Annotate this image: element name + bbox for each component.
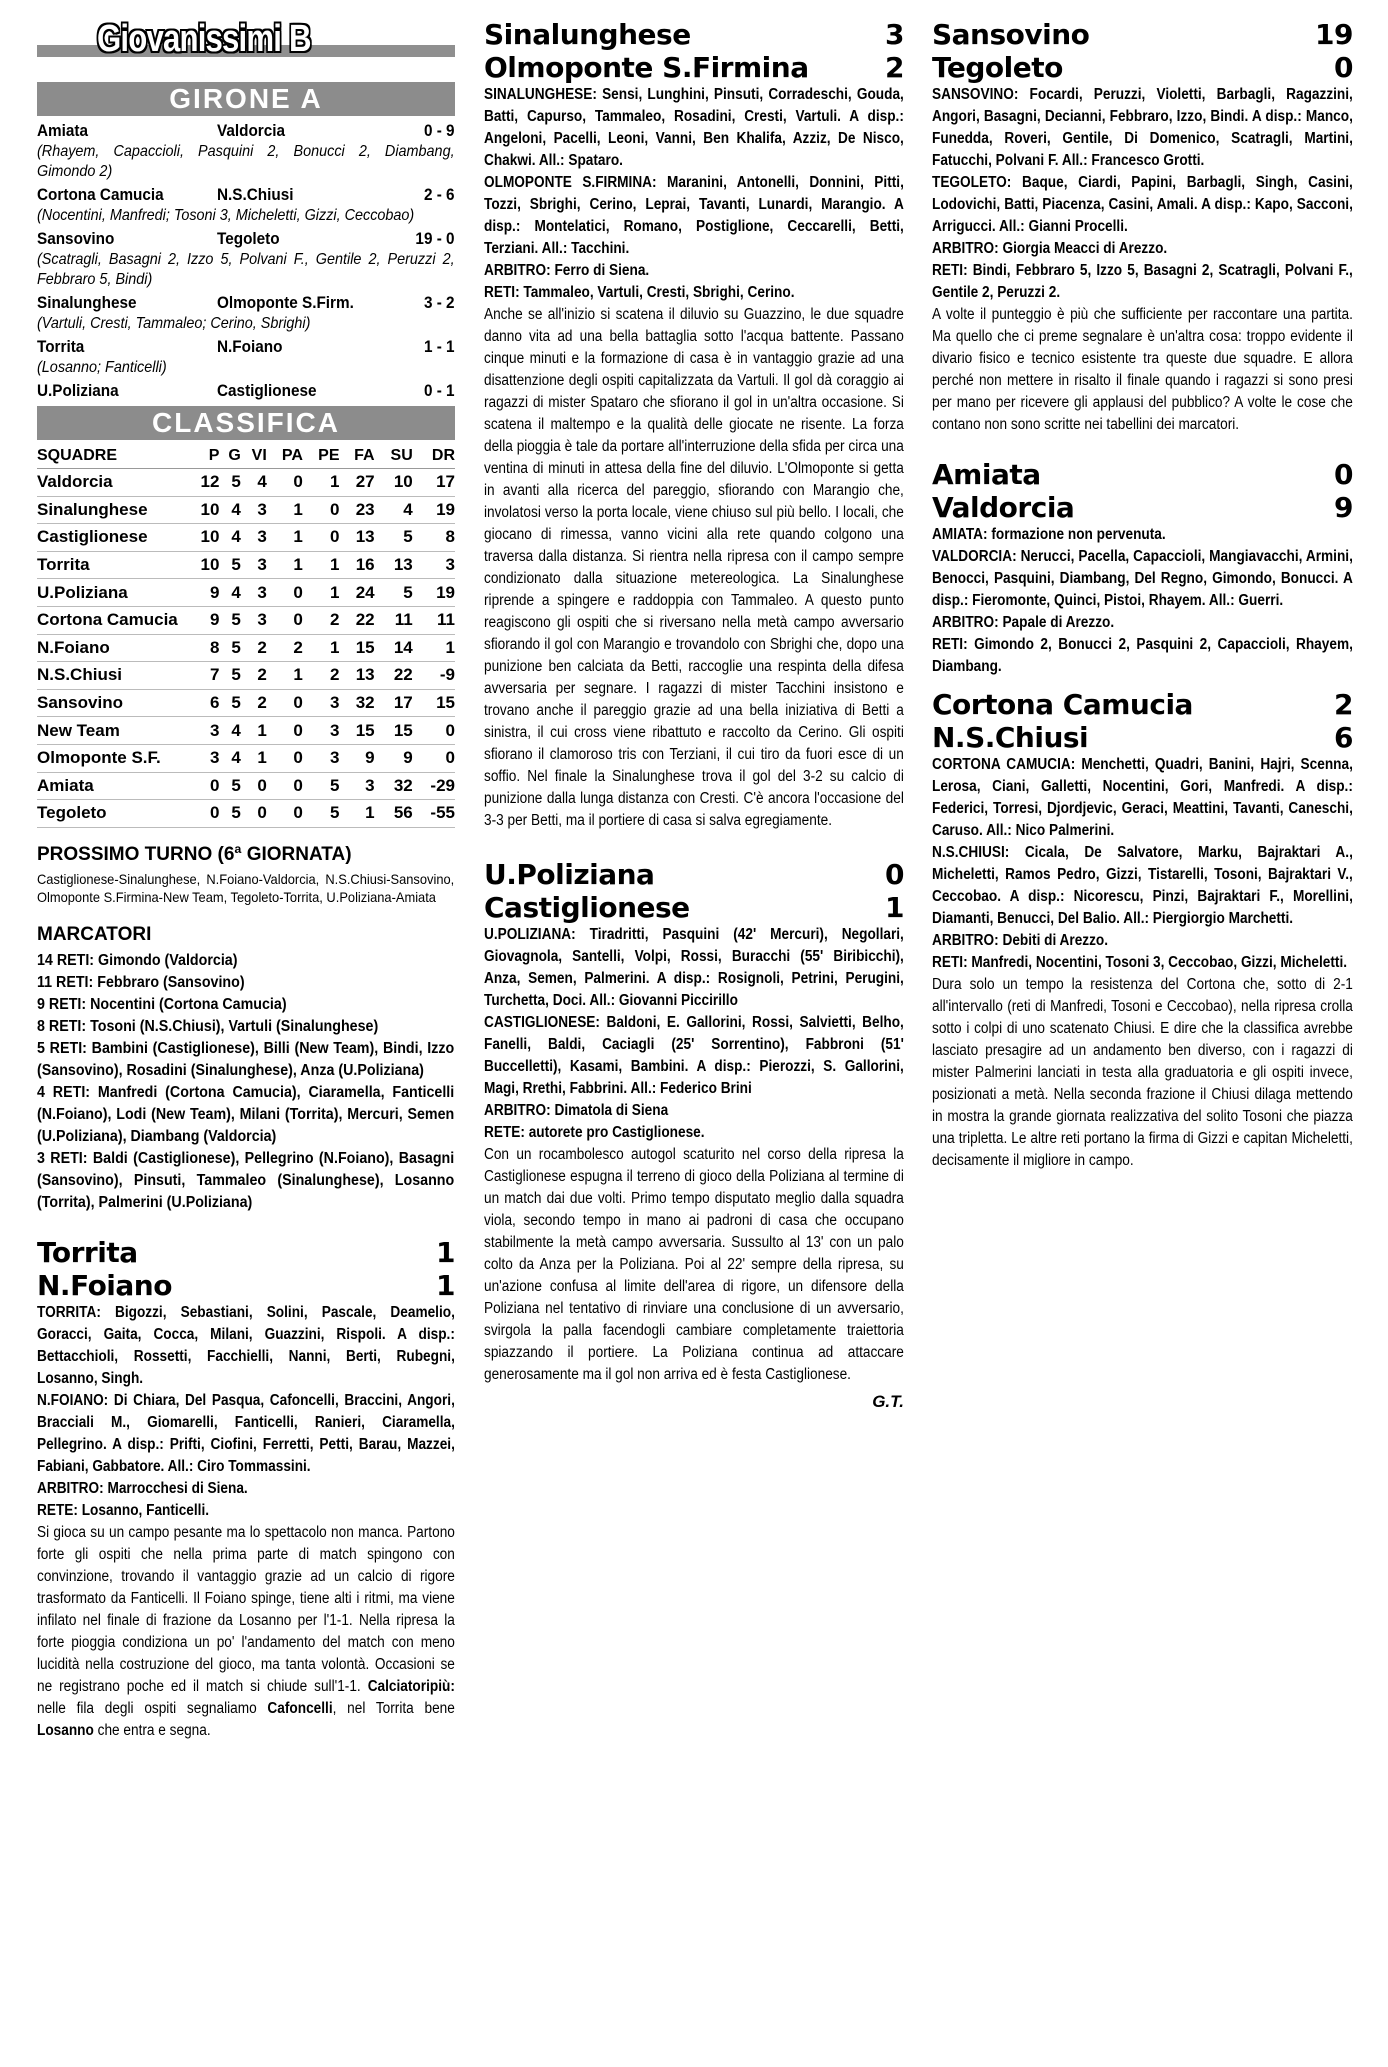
stat-cell: 0	[267, 606, 303, 634]
referee: ARBITRO: Dimatola di Siena	[484, 1102, 669, 1119]
standings-row	[37, 689, 455, 717]
stat-cell: 3	[303, 689, 340, 717]
home-goals: 1	[436, 1235, 455, 1269]
away-team: N.S.Chiusi	[932, 721, 1089, 754]
match-home-row	[37, 1236, 455, 1269]
report-text-4: che entra e segna.	[93, 1721, 211, 1739]
result-home-team: Amiata	[37, 121, 89, 140]
report-player-1: Cafoncelli	[267, 1699, 333, 1717]
team-name: U.Poliziana	[37, 579, 187, 607]
result-home-team: Sinalunghese	[37, 293, 137, 312]
result-score: 0 - 9	[423, 121, 455, 140]
goals: RETI: Manfredi, Nocentini, Tosoni 3, Ceccobao, Gizzi, Micheletti.	[932, 954, 1348, 971]
standings-col-header: VI	[241, 444, 267, 469]
lineup-home: AMIATA: formazione non pervenuta.	[932, 526, 1166, 543]
stat-cell: -55	[413, 800, 455, 828]
standings-row	[37, 662, 455, 690]
away-team: Castiglionese	[484, 891, 690, 924]
match-poliziana-castiglionese	[484, 858, 904, 1412]
report-text: Si gioca su un campo pesante ma lo spettacolo non manca. Partono forte gli ospiti che nella prima parte di match spingono con convinzione, trovando il vantaggio grazie ad un calcio di rigore trasformato da Fanticelli. Il Foiano spinge, tiene alti i ritmi, ma viene infilato nel finale di frazione da Losanno per l'1-1. Nella ripresa la forte pioggia condiziona un po' l'andamento del match con meno lucidità nella costruzione del gioco, ma tanta volontà. Occasioni se ne registrano poche ed il match si chiude sull'1-1.	[37, 1523, 455, 1695]
lineup-home: SINALUNGHESE: Sensi, Lunghini, Pinsuti, Corradeschi, Gouda, Batti, Capurso, Tammaleo, Rosadini, Cresti, Vartuli. A disp.: Angeloni, Pacelli, Leoni, Vanni, Ben Khalifa, Azziz, De Nisco, Chakwi. All.: Spataro.	[484, 86, 904, 169]
next-round-text: Castiglionese-Sinalunghese, N.Foiano-Valdorcia, N.S.Chiusi-Sansovino, Olmoponte S.Firmina-New Team, Tegoleto-Torrita, U.Poliziana-Amiata	[37, 870, 455, 905]
stat-cell: 24	[340, 579, 375, 607]
lineup-away: N.S.CHIUSI: Cicala, De Salvatore, Marku, Bajraktari A., Micheletti, Ramos Pedro, Gizzi, Tistarelli, Tosoni, Bajraktari V., Ceccobao. A disp.: Nicorescu, Pinzi, Bajraktari F., Morellini, Diamanti, Benucci, Del Balio. All.: Piergiorgio Marchetti.	[932, 844, 1353, 927]
scorer-entry: 14 RETI: Gimondo (Valdorcia)	[37, 951, 238, 969]
standings-row	[37, 772, 455, 800]
stat-cell: 3	[303, 717, 340, 745]
match-report: Con un rocambolesco autogol scaturito nel corso della ripresa la Castiglionese espugna il terreno di gioco della Poliziana al termine di un match dai due volti. Primo tempo disputato meglio dalla squadra viola, secondo tempo in mano ai padroni di casa che occupano stabilmente la metà campo avversaria. Sussulto al 13' con un palo colto da Anza per la Poliziana. Poi al 22' sempre della ripresa, su un'azione confusa al limite dell'area di rigore, un difensore della Poliziana nel tentativo di rinviare una conclusione di un avversario, svirgola la palla facendogli cambiare completamente traiettoria spiazzando il portiere. La Poliziana continua ad attaccare generosamente ma il gol non arriva ed è festa Castiglionese.	[484, 1146, 904, 1383]
stat-cell: 5	[219, 606, 240, 634]
girone-banner: GIRONE A	[37, 82, 455, 116]
lineup-away: OLMOPONTE S.FIRMINA: Maranini, Antonelli, Donnini, Pitti, Tozzi, Sbrighi, Cerino, Leprai, Tavanti, Lunardi, Marangio. A disp.: Montelatici, Romano, Postiglione, Ceccarelli, Betti, Terziani. All.: Tacchini.	[484, 174, 904, 257]
home-goals: 2	[1334, 688, 1353, 721]
away-goals: 1	[885, 891, 904, 924]
stat-cell: 2	[267, 634, 303, 662]
team-name: Amiata	[37, 772, 187, 800]
team-name: Sansovino	[37, 689, 187, 717]
match-sinalunghese-olmoponte	[484, 18, 904, 832]
result-away-team: N.Foiano	[217, 337, 283, 356]
report-text-3: , nel Torrita bene	[332, 1699, 455, 1717]
stat-cell: 10	[187, 496, 219, 524]
referee: ARBITRO: Giorgia Meacci di Arezzo.	[932, 240, 1168, 257]
referee: ARBITRO: Marrocchesi di Siena.	[37, 1479, 248, 1497]
stat-cell: 1	[267, 496, 303, 524]
stat-cell: 13	[340, 662, 375, 690]
team-name: N.Foiano	[37, 634, 187, 662]
away-goals: 6	[1334, 721, 1353, 754]
away-team: Olmoponte S.Firmina	[484, 51, 809, 84]
away-team: N.Foiano	[37, 1268, 172, 1302]
report-text-2: nelle fila degli ospiti segnaliamo	[37, 1699, 268, 1717]
standings-table	[37, 444, 455, 828]
away-goals: 1	[436, 1268, 455, 1302]
stat-cell: 1	[340, 800, 375, 828]
result-scorers: (Scatragli, Basagni 2, Izzo 5, Polvani F., Gentile 2, Peruzzi 2, Febbraro 5, Bindi)	[37, 251, 455, 288]
lineup-away: VALDORCIA: Nerucci, Pacella, Capaccioli, Mangiavacchi, Armini, Benocci, Pasquini, Diambang, Del Regno, Gimondo, Bonucci. A disp.: Fieromonte, Quinci, Pistoi, Rhayem. All.: Guerri.	[932, 548, 1353, 609]
result-scorers: (Nocentini, Manfredi; Tosoni 3, Micheletti, Gizzi, Ceccobao)	[37, 207, 415, 224]
stat-cell: 3	[241, 496, 267, 524]
result-score: 1 - 1	[423, 337, 455, 356]
stat-cell: 4	[241, 469, 267, 497]
standings-row	[37, 579, 455, 607]
stat-cell: 13	[340, 524, 375, 552]
referee: ARBITRO: Papale di Arezzo.	[932, 614, 1115, 631]
stat-cell: 5	[219, 689, 240, 717]
lineup-home: U.POLIZIANA: Tiradritti, Pasquini (42' Mercuri), Negollari, Giovagnola, Santelli, Volpi, Rossi, Buracchi (55' Biribicchi), Anza, Semen, Palmerini. A disp.: Rosignoli, Petrini, Perugini, Turchetta, Doci. All.: Giovanni Piccirillo	[484, 926, 904, 1009]
stat-cell: 10	[375, 469, 413, 497]
result-away-team: Tegoleto	[217, 229, 280, 248]
page-title: Giovanissimi B	[97, 18, 311, 60]
scorers-list	[37, 950, 455, 1214]
match-home-row	[484, 18, 904, 51]
stat-cell: 17	[413, 469, 455, 497]
match-torrita-foiano	[37, 1236, 455, 1742]
match-report	[37, 1522, 455, 1742]
stat-cell: 4	[219, 579, 240, 607]
match-cortona-chiusi	[932, 688, 1353, 1172]
stat-cell: 4	[219, 744, 240, 772]
stat-cell: 5	[219, 469, 240, 497]
away-goals: 9	[1334, 491, 1353, 524]
standings-col-header: PE	[303, 444, 340, 469]
stat-cell: 4	[219, 524, 240, 552]
result-away-team: Valdorcia	[217, 121, 286, 140]
stat-cell: 3	[241, 579, 267, 607]
standings-col-header: PA	[267, 444, 303, 469]
stat-cell: 2	[241, 634, 267, 662]
stat-cell: -9	[413, 662, 455, 690]
team-name: Castiglionese	[37, 524, 187, 552]
stat-cell: 0	[413, 744, 455, 772]
goals: RETI: Gimondo 2, Bonucci 2, Pasquini 2, Capaccioli, Rhayem, Diambang.	[932, 636, 1353, 675]
stat-cell: 1	[267, 662, 303, 690]
result-row	[37, 120, 455, 142]
stat-cell: 1	[413, 634, 455, 662]
match-report: Dura solo un tempo la resistenza del Cortona che, sotto di 2-1 all'intervallo (reti di Manfredi, Tosoni e Ceccobao), nella ripresa crolla sotto i colpi di uno scatenato Chiusi. E dire che la classifica avrebbe lasciato presagire ad un andamento ben diverso, con i ragazzi di mister Palmerini lanciati in testa alla graduatoria e gli ospiti invece, posizionati a metà. Nella seconda frazione il Chiusi dilaga mettendo in mostra la grande giornata realizzativa del solito Tosoni che piazza una tripletta. Le altre reti portano la firma di Gizzi e capitan Micheletti, decisamente il migliore in campo.	[932, 976, 1353, 1169]
home-team: Cortona Camucia	[932, 688, 1193, 721]
home-goals: 0	[1334, 458, 1353, 491]
match-away-row	[37, 1269, 455, 1302]
home-team: Torrita	[37, 1235, 138, 1269]
match-away-row	[932, 721, 1353, 754]
home-goals: 0	[885, 858, 904, 891]
result-scorers: (Rhayem, Capaccioli, Pasquini 2, Bonucci 2, Diambang, Gimondo 2)	[37, 143, 455, 180]
stat-cell: 22	[375, 662, 413, 690]
goals: RETE: Losanno, Fanticelli.	[37, 1501, 210, 1519]
result-row	[37, 228, 455, 250]
stat-cell: 3	[241, 524, 267, 552]
standings-row	[37, 606, 455, 634]
stat-cell: 12	[187, 469, 219, 497]
team-name: Cortona Camucia	[37, 606, 187, 634]
home-team: Amiata	[932, 458, 1041, 491]
result-home-team: Cortona Camucia	[37, 185, 164, 204]
result-row	[37, 292, 455, 314]
standings-col-header: G	[219, 444, 240, 469]
stat-cell: 4	[375, 496, 413, 524]
result-scorers: (Losanno; Fanticelli)	[37, 359, 167, 376]
stat-cell: 3	[241, 551, 267, 579]
team-name: Torrita	[37, 551, 187, 579]
match-report: A volte il punteggio è più che sufficiente per raccontare una partita. Ma quello che ci preme segnalare è un'altra cosa: troppo evidente il divario fisico e tecnico esistente tra queste due squadre. E allora perché non mettere in risalto il finale quando i ragazzi si sono presi per mano per ricevere gli applausi del pubblico? A volte le cose che contano non sono scritte nei tabellini dei marcatori.	[932, 306, 1353, 433]
results-list	[37, 120, 455, 402]
stat-cell: 5	[219, 634, 240, 662]
scorers-title: MARCATORI	[37, 923, 152, 945]
stat-cell: 13	[375, 551, 413, 579]
section-title	[37, 18, 455, 68]
stat-cell: 10	[187, 551, 219, 579]
classifica-banner: CLASSIFICA	[37, 406, 455, 440]
result-home-team: Torrita	[37, 337, 85, 356]
stat-cell: 3	[413, 551, 455, 579]
scorer-entry: 5 RETI: Bambini (Castiglionese), Billi (New Team), Bindi, Izzo (Sansovino), Rosadini (Sinalunghese), Anza (U.Poliziana)	[37, 1039, 455, 1079]
stat-cell: 5	[219, 772, 240, 800]
stat-cell: 0	[413, 717, 455, 745]
away-goals: 0	[1334, 51, 1353, 84]
stat-cell: 2	[303, 662, 340, 690]
next-round-title: PROSSIMO TURNO (6ª GIORNATA)	[37, 843, 352, 865]
stat-cell: 3	[187, 717, 219, 745]
stat-cell: 1	[267, 524, 303, 552]
stat-cell: 5	[219, 662, 240, 690]
match-sansovino-tegoleto	[932, 18, 1353, 436]
stat-cell: 15	[375, 717, 413, 745]
stat-cell: 16	[340, 551, 375, 579]
standings-row	[37, 496, 455, 524]
stat-cell: 4	[219, 717, 240, 745]
stat-cell: 5	[375, 524, 413, 552]
stat-cell: 0	[267, 744, 303, 772]
report-player-2: Losanno	[37, 1721, 94, 1739]
stat-cell: 15	[340, 717, 375, 745]
stat-cell: 0	[267, 579, 303, 607]
report-highlight-label: Calciatoripiù:	[367, 1677, 455, 1695]
stat-cell: 0	[303, 524, 340, 552]
stat-cell: 1	[303, 634, 340, 662]
result-scorers: (Vartuli, Cresti, Tammaleo; Cerino, Sbrighi)	[37, 315, 311, 332]
home-goals: 19	[1315, 18, 1353, 51]
scorer-entry: 8 RETI: Tosoni (N.S.Chiusi), Vartuli (Sinalunghese)	[37, 1017, 379, 1035]
standings-row	[37, 744, 455, 772]
stat-cell: 8	[187, 634, 219, 662]
stat-cell: 1	[303, 469, 340, 497]
stat-cell: 14	[375, 634, 413, 662]
result-score: 19 - 0	[415, 229, 455, 248]
stat-cell: 0	[303, 496, 340, 524]
stat-cell: 9	[187, 579, 219, 607]
result-score: 2 - 6	[423, 185, 455, 204]
stat-cell: 0	[267, 469, 303, 497]
stat-cell: 11	[375, 606, 413, 634]
stat-cell: 0	[241, 772, 267, 800]
result-away-team: Olmoponte S.Firm.	[217, 293, 354, 312]
stat-cell: 3	[340, 772, 375, 800]
match-away-row	[932, 491, 1353, 524]
match-home-row	[932, 18, 1353, 51]
scorer-entry: 11 RETI: Febbraro (Sansovino)	[37, 973, 245, 991]
lineup-away: CASTIGLIONESE: Baldoni, E. Gallorini, Rossi, Salvietti, Belho, Fanelli, Baldi, Caciagli (25' Sorrentino), Fabbroni (51' Buccelletti), Kasami, Bambini. A disp.: Pierozzi, S. Gallorini, Magi, Rrethi, Fabbrini. All.: Federico Brini	[484, 1014, 904, 1097]
stat-cell: 0	[267, 800, 303, 828]
team-name: N.S.Chiusi	[37, 662, 187, 690]
stat-cell: 1	[303, 579, 340, 607]
result-row	[37, 184, 455, 206]
home-team: Sinalunghese	[484, 18, 691, 51]
home-goals: 3	[885, 18, 904, 51]
stat-cell: 0	[187, 772, 219, 800]
stat-cell: 2	[241, 689, 267, 717]
stat-cell: 3	[187, 744, 219, 772]
stat-cell: 3	[241, 606, 267, 634]
stat-cell: 1	[241, 744, 267, 772]
goals: RETE: autorete pro Castiglionese.	[484, 1124, 705, 1141]
match-away-row	[484, 51, 904, 84]
stat-cell: 1	[267, 551, 303, 579]
stat-cell: 0	[267, 717, 303, 745]
home-team: U.Poliziana	[484, 858, 655, 891]
team-name: Sinalunghese	[37, 496, 187, 524]
referee: ARBITRO: Ferro di Siena.	[484, 262, 650, 279]
column-left	[37, 18, 455, 1742]
standings-row	[37, 717, 455, 745]
result-home-team: Sansovino	[37, 229, 115, 248]
result-home-team: U.Poliziana	[37, 381, 119, 400]
stat-cell: 15	[413, 689, 455, 717]
lineup-away: N.FOIANO: Di Chiara, Del Pasqua, Cafoncelli, Braccini, Angori, Bracciali M., Giomarelli, Fanticelli, Ranieri, Ciaramella, Pellegrino. A disp.: Prifti, Ciofini, Ferretti, Petti, Barau, Mazzei, Fabiani, Gabbatore. All.: Ciro Tommassini.	[37, 1391, 455, 1475]
author-signature: G.T.	[872, 1392, 904, 1411]
team-name: New Team	[37, 717, 187, 745]
stat-cell: 9	[375, 744, 413, 772]
stat-cell: 1	[241, 717, 267, 745]
stat-cell: 4	[219, 496, 240, 524]
result-row	[37, 380, 455, 402]
stat-cell: 9	[187, 606, 219, 634]
stat-cell: 5	[375, 579, 413, 607]
team-name: Tegoleto	[37, 800, 187, 828]
stat-cell: 10	[187, 524, 219, 552]
away-team: Valdorcia	[932, 491, 1075, 524]
away-goals: 2	[885, 51, 904, 84]
goals: RETI: Bindi, Febbraro 5, Izzo 5, Basagni 2, Scatragli, Polvani F., Gentile 2, Peruzzi 2.	[932, 262, 1353, 301]
standings-row	[37, 524, 455, 552]
lineup-home: SANSOVINO: Focardi, Peruzzi, Violetti, Barbagli, Ragazzini, Angori, Basagni, Decianni, Febbraro, Izzo, Bindi. A disp.: Manco, Funedda, Roveri, Gentile, Di Domenico, Scatragli, Martini, Fatucchi, Polvani F. All.: Francesco Grotti.	[932, 86, 1353, 169]
stat-cell: 2	[241, 662, 267, 690]
standings-col-header: SQUADRE	[37, 444, 187, 469]
stat-cell: 1	[303, 551, 340, 579]
column-middle	[484, 18, 904, 1412]
standings-row	[37, 634, 455, 662]
team-name: Olmoponte S.F.	[37, 744, 187, 772]
stat-cell: 2	[303, 606, 340, 634]
stat-cell: 8	[413, 524, 455, 552]
stat-cell: 0	[187, 800, 219, 828]
result-away-team: Castiglionese	[217, 381, 317, 400]
standings-col-header: P	[187, 444, 219, 469]
stat-cell: 32	[375, 772, 413, 800]
stat-cell: 5	[219, 800, 240, 828]
match-amiata-valdorcia	[932, 458, 1353, 678]
stat-cell: 22	[340, 606, 375, 634]
stat-cell: 7	[187, 662, 219, 690]
stat-cell: 0	[241, 800, 267, 828]
match-home-row	[932, 688, 1353, 721]
match-away-row	[932, 51, 1353, 84]
referee: ARBITRO: Debiti di Arezzo.	[932, 932, 1109, 949]
standings-col-header: FA	[340, 444, 375, 469]
result-away-team: N.S.Chiusi	[217, 185, 294, 204]
away-team: Tegoleto	[932, 51, 1063, 84]
stat-cell: 17	[375, 689, 413, 717]
lineup-home: CORTONA CAMUCIA: Menchetti, Quadri, Banini, Hajri, Scenna, Lerosa, Ciani, Galletti, Nocentini, Gori, Manfredi. A disp.: Federici, Torresi, Djordjevic, Geraci, Meattini, Tavanti, Caneschi, Caruso. All.: Nico Palmerini.	[932, 756, 1353, 839]
match-report: Anche se all'inizio si scatena il diluvio su Guazzino, le due squadre danno vita ad una bella battaglia sotto l'acqua battente. Passano cinque minuti e la formazione di casa è in vantaggio grazie ad una disattenzione degli ospiti capitalizzata da Vartuli. Il gol dà coraggio ai ragazzi di mister Spataro che sfiorano il gol in un'altra occasione. Si scatena il maltempo e la qualità delle giocate ne risente. La forza della pioggia è tale da portare all'interruzione della sfida per circa una ventina di minuti in attesa della fine del diluvio. L'Olmoponte si getta in avanti alla ricerca del pareggio, sfiorando con Marangio che, involatosi verso la porta locale, viene chiuso sul più bello. I locali, che giocano di rimessa, vanno vicini alla rete quando colgono una traversa dalla distanza. Si rientra nella ripresa con il campo sempre condizionato dalla situazione metereologica. La Sinalunghese riprende a spingere e raddoppia con Tammaleo. A questo punto reagiscono gli ospiti che si riversano nella metà campo avversario sfiorando il gol con Marangio e trovandolo con Sbrighi che, dopo una punizione ben calciata da Betti, raccoglie una respinta della difesa avversaria per segnare. I ragazzi di mister Tacchini insistono e trovano anche il pareggio grazie ad una bella iniziativa di Betti a sinistra, il cui cross viene ribattuto e raccolto da Cerino. Gli ospiti sfiorano il clamoroso tris con Terziani, il cui tiro da fuori esce di un soffio. Nel finale la Sinalunghese trova il gol del 3-2 su calcio di punizione dalla lunga distanza con Cresti. C'è ancora l'occasione del 3-3 per Betti, ma il portiere di casa si salva egregiamente.	[484, 306, 904, 829]
stat-cell: 27	[340, 469, 375, 497]
standings-col-header: DR	[413, 444, 455, 469]
home-team: Sansovino	[932, 18, 1090, 51]
result-score: 0 - 1	[423, 381, 455, 400]
scorer-entry: 3 RETI: Baldi (Castiglionese), Pellegrino (N.Foiano), Basagni (Sansovino), Pinsuti, Tammaleo (Sinalunghese), Losanno (Torrita), Palmerini (U.Poliziana)	[37, 1149, 455, 1211]
lineup-away: TEGOLETO: Baque, Ciardi, Papini, Barbagli, Singh, Casini, Lodovichi, Batti, Piacenza, Casini, Amali. A disp.: Kapo, Sacconi, Arrigucci. All.: Gianni Procelli.	[932, 174, 1353, 235]
stat-cell: 5	[303, 800, 340, 828]
standings-row	[37, 800, 455, 828]
stat-cell: 19	[413, 579, 455, 607]
stat-cell: 19	[413, 496, 455, 524]
stat-cell: -29	[413, 772, 455, 800]
stat-cell: 0	[267, 772, 303, 800]
standings-col-header: SU	[375, 444, 413, 469]
stat-cell: 0	[267, 689, 303, 717]
stat-cell: 56	[375, 800, 413, 828]
stat-cell: 11	[413, 606, 455, 634]
stat-cell: 5	[303, 772, 340, 800]
stat-cell: 32	[340, 689, 375, 717]
stat-cell: 5	[219, 551, 240, 579]
result-score: 3 - 2	[423, 293, 455, 312]
standings-row	[37, 551, 455, 579]
column-right	[932, 18, 1353, 1172]
stat-cell: 9	[340, 744, 375, 772]
stat-cell: 23	[340, 496, 375, 524]
match-away-row	[484, 891, 904, 924]
match-home-row	[484, 858, 904, 891]
standings-row	[37, 469, 455, 497]
result-row	[37, 336, 455, 358]
team-name: Valdorcia	[37, 469, 187, 497]
match-home-row	[932, 458, 1353, 491]
stat-cell: 15	[340, 634, 375, 662]
scorer-entry: 9 RETI: Nocentini (Cortona Camucia)	[37, 995, 287, 1013]
lineup-home: TORRITA: Bigozzi, Sebastiani, Solini, Pascale, Deamelio, Goracci, Gaita, Cocca, Milani, Guazzini, Rispoli. A disp.: Bettacchioli, Rossetti, Facchielli, Nanni, Berti, Rubegni, Losanno, Singh.	[37, 1303, 455, 1387]
goals: RETI: Tammaleo, Vartuli, Cresti, Sbrighi, Cerino.	[484, 284, 795, 301]
stat-cell: 3	[303, 744, 340, 772]
standings-header	[37, 444, 455, 469]
scorer-entry: 4 RETI: Manfredi (Cortona Camucia), Ciaramella, Fanticelli (N.Foiano), Lodi (New Team), Milani (Torrita), Mercuri, Semen (U.Poliziana), Diambang (Valdorcia)	[37, 1083, 455, 1145]
stat-cell: 6	[187, 689, 219, 717]
